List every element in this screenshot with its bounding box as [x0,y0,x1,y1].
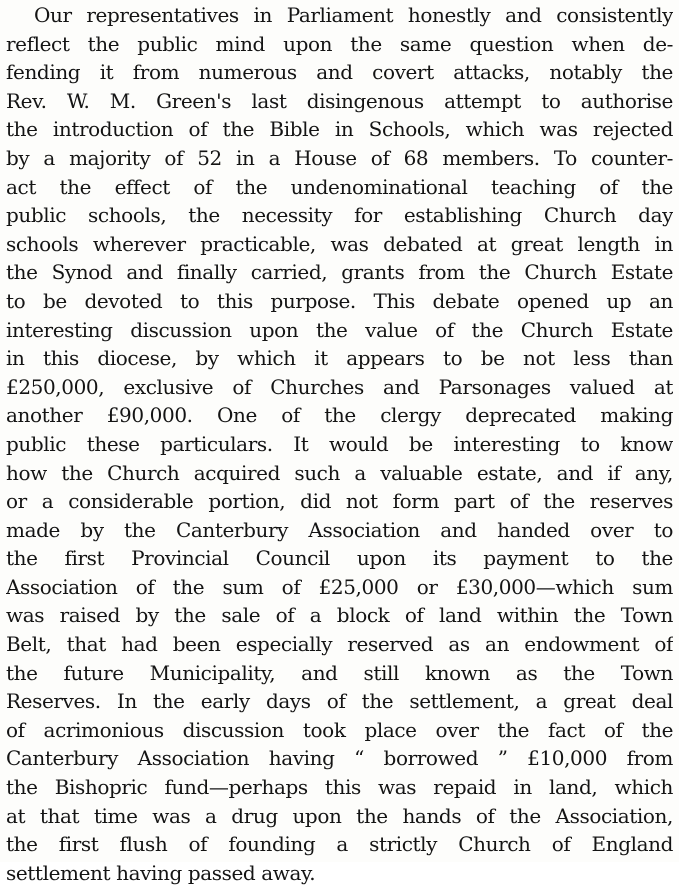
text-line: how the Church acquired such a valuable estate, and if any, [6,460,673,485]
text-line: Rev. W. M. Green's last disingenous attempt to authorise [6,88,673,113]
text-line: the Synod and finally carried, grants from the Church Estate [6,260,673,285]
text-line: at that time was a drug upon the hands of the Association, [6,803,673,828]
text-line: Belt, that had been especially reserved as an endowment of [6,632,673,657]
text-line: settlement having passed away. [6,860,316,885]
text-line: another £90,000. One of the clergy deprecated making [6,403,673,428]
text-line: reflect the public mind upon the same question when de- [6,31,673,56]
text-line: the first Provincial Council upon its payment to the [6,546,673,571]
text-line: public schools, the necessity for establishing Church day [6,203,673,228]
text-line: Our representatives in Parliament honestly and consistently [34,3,673,27]
text-line: Reserves. In the early days of the settlement, a great deal [6,689,673,714]
text-line: act the effect of the undenominational teaching of the [6,174,673,199]
text-line: interesting discussion upon the value of the Church Estate [6,317,673,342]
text-line: made by the Canterbury Association and handed over to [6,517,673,542]
text-line: was raised by the sale of a block of land within the Town [6,603,673,628]
text-line: or a considerable portion, did not form part of the reserves [6,489,673,514]
text-line: Association of the sum of £25,000 or £30,000—which sum [6,574,673,599]
text-line: to be devoted to this purpose. This debate opened up an [6,288,673,313]
text-line: schools wherever practicable, was debated at great length in [6,231,673,256]
text-line: of acrimonious discussion took place over the fact of the [6,717,673,742]
text-line: the introduction of the Bible in Schools, which was rejected [6,117,673,142]
text-line: public these particulars. It would be interesting to know [6,431,673,456]
text-line: £250,000, exclusive of Churches and Parsonages valued at [6,374,673,399]
text-line: the Bishopric fund—perhaps this was repaid in land, which [6,775,673,800]
text-line: the first flush of founding a strictly Church of England [6,832,673,857]
text-line: in this diocese, by which it appears to be not less than [6,346,673,371]
article-body [6,1,673,887]
text-line: by a majority of 52 in a House of 68 members. To counter- [6,145,673,170]
text-line: the future Municipality, and still known as the Town [6,660,673,685]
text-line: fending it from numerous and covert attacks, notably the [6,60,673,85]
text-line: Canterbury Association having “ borrowed ” £10,000 from [6,746,673,771]
